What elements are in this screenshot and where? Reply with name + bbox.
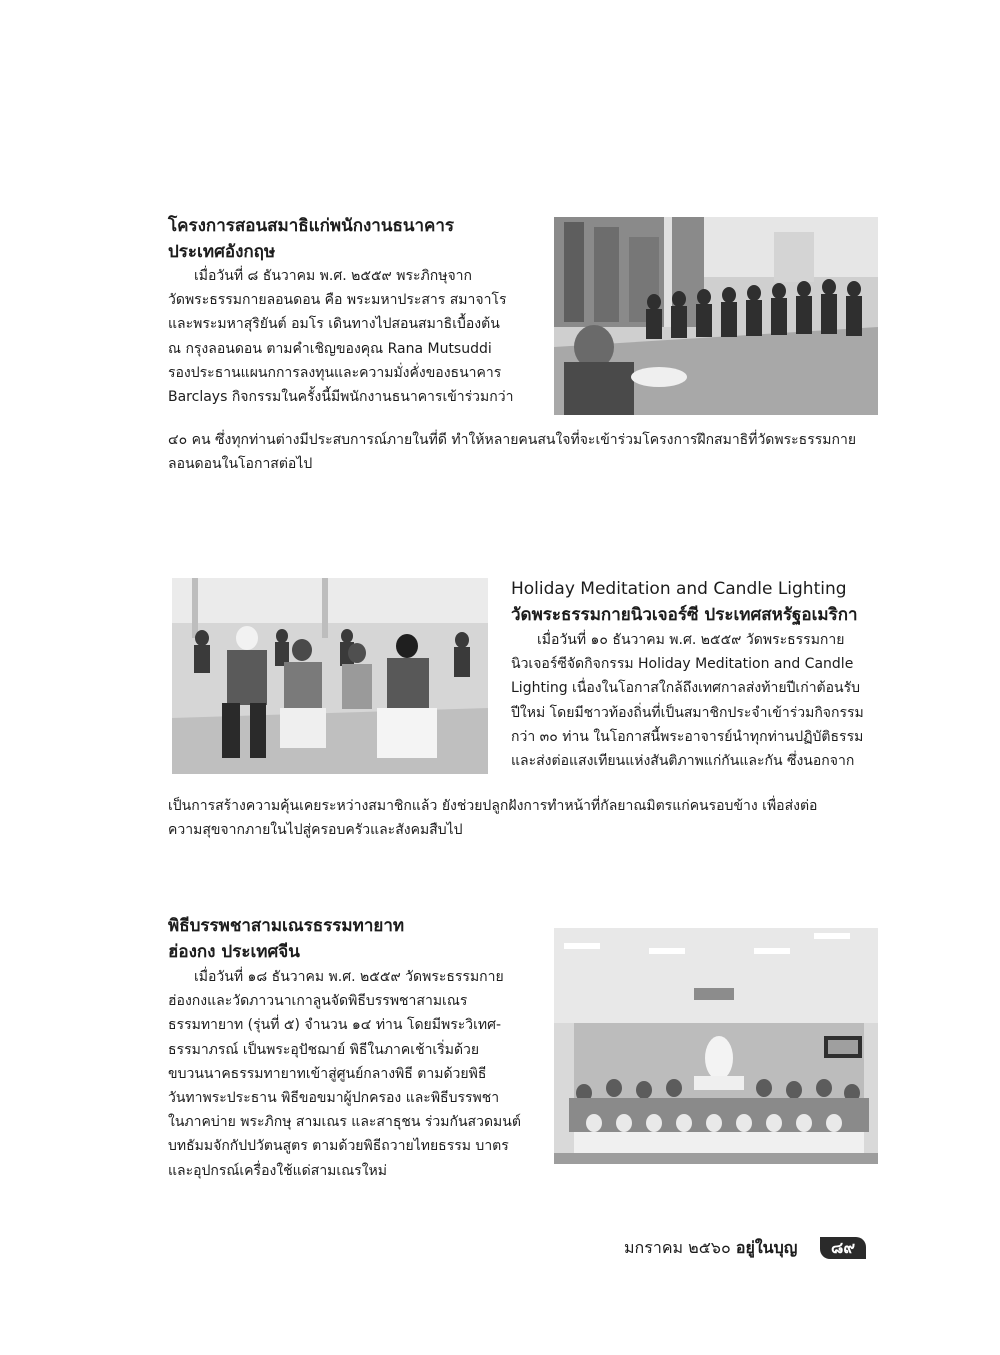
article-2-body-full (168, 794, 888, 842)
article-1-line: ณ กรุงลอนดอน ตามคำเชิญของคุณ Rana Mutsuddi (168, 340, 492, 357)
meditation-class-photo (554, 217, 878, 415)
article-3-line: ในภาคบ่าย พระภิกษุ สามเณร และสาธุชน ร่วมกันสวดมนต์ (168, 1114, 521, 1131)
article-1 (0, 0, 1000, 500)
article-1-line: และพระมหาสุริยันต์ อมโร เดินทางไปสอนสมาธิเบื้องต้น (168, 316, 500, 333)
article-2-title-line1: Holiday Meditation and Candle Lighting (511, 579, 847, 599)
article-2 (0, 560, 1000, 860)
article-1-line: รองประธานแผนกการลงทุนและความมั่งคั่งของธนาคาร (168, 364, 502, 381)
article-2-body (511, 628, 881, 773)
article-2-line: เป็นการสร้างความคุ้นเคยระหว่างสมาชิกแล้ว ยังช่วยปลูกฝังการทำหน้าที่กัลยาณมิตรแก่คนรอบข้าง เพื่อส่งต่อ (168, 798, 818, 814)
article-3-line: ธรรมทายาท (รุ่นที่ ๕) จำนวน ๑๔ ท่าน โดยมีพระวิเทศ- (168, 1017, 502, 1034)
article-3-line: บทธัมมจักกัปปวัตนสูตร ตามด้วยพิธีถวายไทยธรรม บาตร (168, 1138, 509, 1155)
article-2-line: ความสุขจากภายในไปสู่ครอบครัวและสังคมสืบไป (168, 822, 463, 839)
holiday-meditation-photo (172, 578, 488, 774)
article-2-line: เมื่อวันที่ ๑๐ ธันวาคม พ.ศ. ๒๕๕๙ วัดพระธรรมกาย (537, 632, 845, 648)
article-3-line: ธรรมาภรณ์ เป็นพระอุปัชฌาย์ พิธีในภาคเช้าเริ่มด้วย (168, 1041, 480, 1058)
page-number: ๘๙ (820, 1237, 866, 1259)
article-1-line: Barclays กิจกรรมในครั้งนี้มีพนักงานธนาคารเข้าร่วมกว่า (168, 389, 514, 406)
article-3-line: วันทาพระประธาน พิธีขอขมาผู้ปกครอง และพิธีบรรพชา (168, 1090, 500, 1107)
article-1-title-line1: โครงการสอนสมาธิแก่พนักงานธนาคาร (168, 216, 455, 236)
article-2-title-line2: วัดพระธรรมกายนิวเจอร์ซี ประเทศสหรัฐอเมริกา (511, 605, 858, 625)
footer-date: มกราคม ๒๕๖๐ (624, 1238, 731, 1257)
article-3-line: ขบวนนาคธรรมทายาทเข้าสู่ศูนย์กลางพิธี ตามด้วยพิธี (168, 1065, 487, 1082)
article-2-line: นิวเจอร์ซีจัดกิจกรรม Holiday Meditation and Candle (511, 656, 854, 673)
article-2-line: และส่งต่อแสงเทียนแห่งสันติภาพแก่กันและกัน ซึ่งนอกจาก (511, 753, 855, 770)
article-3-line: เมื่อวันที่ ๑๘ ธันวาคม พ.ศ. ๒๕๕๙ วัดพระธรรมกาย (194, 969, 504, 985)
meditation-class-illustration (554, 217, 878, 415)
article-3 (0, 900, 1000, 1220)
article-2-line: Lighting เนื่องในโอกาสใกล้ถึงเทศกาลส่งท้ายปีเก่าต้อนรับ (511, 680, 861, 697)
holiday-meditation-illustration (172, 578, 488, 774)
article-3-title-line1: พิธีบรรพชาสามเณรธรรมทายาท (168, 916, 405, 936)
article-3-line: ฮ่องกงและวัดภาวนาเกาลูนจัดพิธีบรรพชาสามเณร (168, 993, 468, 1010)
article-1-body-full (168, 428, 888, 476)
article-3-title-line2: ฮ่องกง ประเทศจีน (168, 942, 300, 962)
article-3-line: และอุปกรณ์เครื่องใช้แด่สามเณรใหม่ (168, 1162, 387, 1179)
footer-magazine-name: อยู่ในบุญ (735, 1238, 798, 1257)
article-2-line: กว่า ๓๐ ท่าน ในโอกาสนี้พระอาจารย์นำทุกท่านปฏิบัติธรรม (511, 728, 864, 745)
ordination-ceremony-photo (554, 928, 878, 1164)
article-3-body (168, 965, 548, 1183)
article-2-line: ปีใหม่ โดยมีชาวท้องถิ่นที่เป็นสมาชิกประจำเข้าร่วมกิจกรรม (511, 704, 864, 721)
article-1-body (168, 264, 548, 409)
article-1-line: เมื่อวันที่ ๘ ธันวาคม พ.ศ. ๒๕๕๙ พระภิกษุจาก (194, 268, 472, 284)
article-1-line: วัดพระธรรมกายลอนดอน คือ พระมหาประสาร สมาจาโร (168, 292, 507, 309)
footer (624, 1236, 797, 1260)
article-1-title-line2: ประเทศอังกฤษ (168, 242, 276, 262)
article-1-line: ๔๐ คน ซึ่งทุกท่านต่างมีประสบการณ์ภายในที่ดี ทำให้หลายคนสนใจที่จะเข้าร่วมโครงการฝึกสมาธิที่วัดพระธรรมกาย (168, 432, 857, 448)
article-1-line: ลอนดอนในโอกาสต่อไป (168, 456, 313, 473)
ordination-ceremony-illustration (554, 928, 878, 1164)
